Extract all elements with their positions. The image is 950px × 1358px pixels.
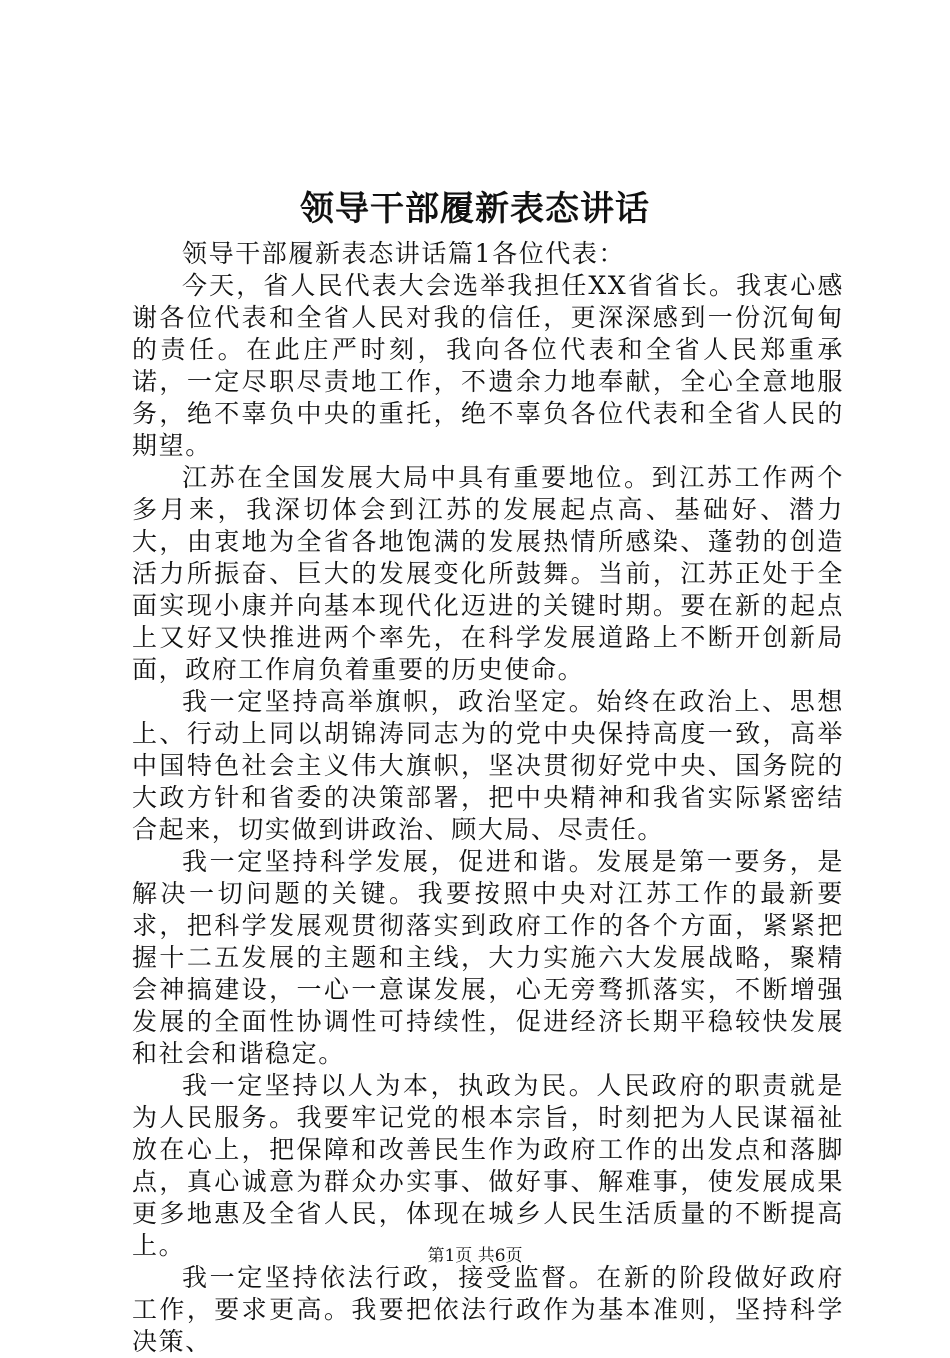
paragraph: 我一定坚持以人为本，执政为民。人民政府的职责就是为人民服务。我要牢记党的根本宗旨，时刻把为人民谋福祉放在心上，把保障和改善民生作为政府工作的出发点和落脚点，真心诚意为群众办实事、做好事、解难事，使发展成果更多地惠及全省人民，体现在城乡人民生活质量的不断提高上。 bbox=[132, 1071, 844, 1260]
paragraph: 今天，省人民代表大会选举我担任XX省省长。我衷心感谢各位代表和全省人民对我的信任，更深深感到一份沉甸甸的责任。在此庄严时刻，我向各位代表和全省人民郑重承诺，一定尽职尽责地工作，不遗余力地奉献，全心全意地服务，绝不辜负中央的重托，绝不辜负各位代表和全省人民的期望。 bbox=[132, 271, 844, 460]
page-number-footer: 第1页 共6页 bbox=[427, 1246, 523, 1266]
paragraph: 我一定坚持高举旗帜，政治坚定。始终在政治上、思想上、行动上同以胡锦涛同志为的党中央保持高度一致，高举中国特色社会主义伟大旗帜，坚决贯彻好党中央、国务院的大政方针和省委的决策部署，把中央精神和我省实际紧密结合起来，切实做到讲政治、顾大局、尽责任。 bbox=[132, 687, 844, 844]
paragraph: 领导干部履新表态讲话篇1各位代表： bbox=[182, 239, 626, 268]
paragraph: 我一定坚持科学发展，促进和谐。发展是第一要务，是解决一切问题的关键。我要按照中央对江苏工作的最新要求，把科学发展观贯彻落实到政府工作的各个方面，紧紧把握十二五发展的主题和主线，大力实施六大发展战略，聚精会神搞建设，一心一意谋发展，心无旁骛抓落实，不断增强发展的全面性协调性可持续性，促进经济长期平稳较快发展和社会和谐稳定。 bbox=[132, 847, 844, 1068]
document-title: 领导干部履新表态讲话 bbox=[300, 189, 650, 229]
paragraph: 江苏在全国发展大局中具有重要地位。到江苏工作两个多月来，我深切体会到江苏的发展起点高、基础好、潜力大，由衷地为全省各地饱满的发展热情所感染、蓬勃的创造活力所振奋、巨大的发展变化所鼓舞。当前，江苏正处于全面实现小康并向基本现代化迈进的关键时期。要在新的起点上又好又快推进两个率先，在科学发展道路上不断开创新局面，政府工作肩负着重要的历史使命。 bbox=[132, 463, 844, 684]
document-body bbox=[132, 238, 844, 1358]
paragraph: 我一定坚持依法行政，接受监督。在新的阶段做好政府工作，要求更高。我要把依法行政作为基本准则，坚持科学决策、 bbox=[132, 1263, 844, 1356]
